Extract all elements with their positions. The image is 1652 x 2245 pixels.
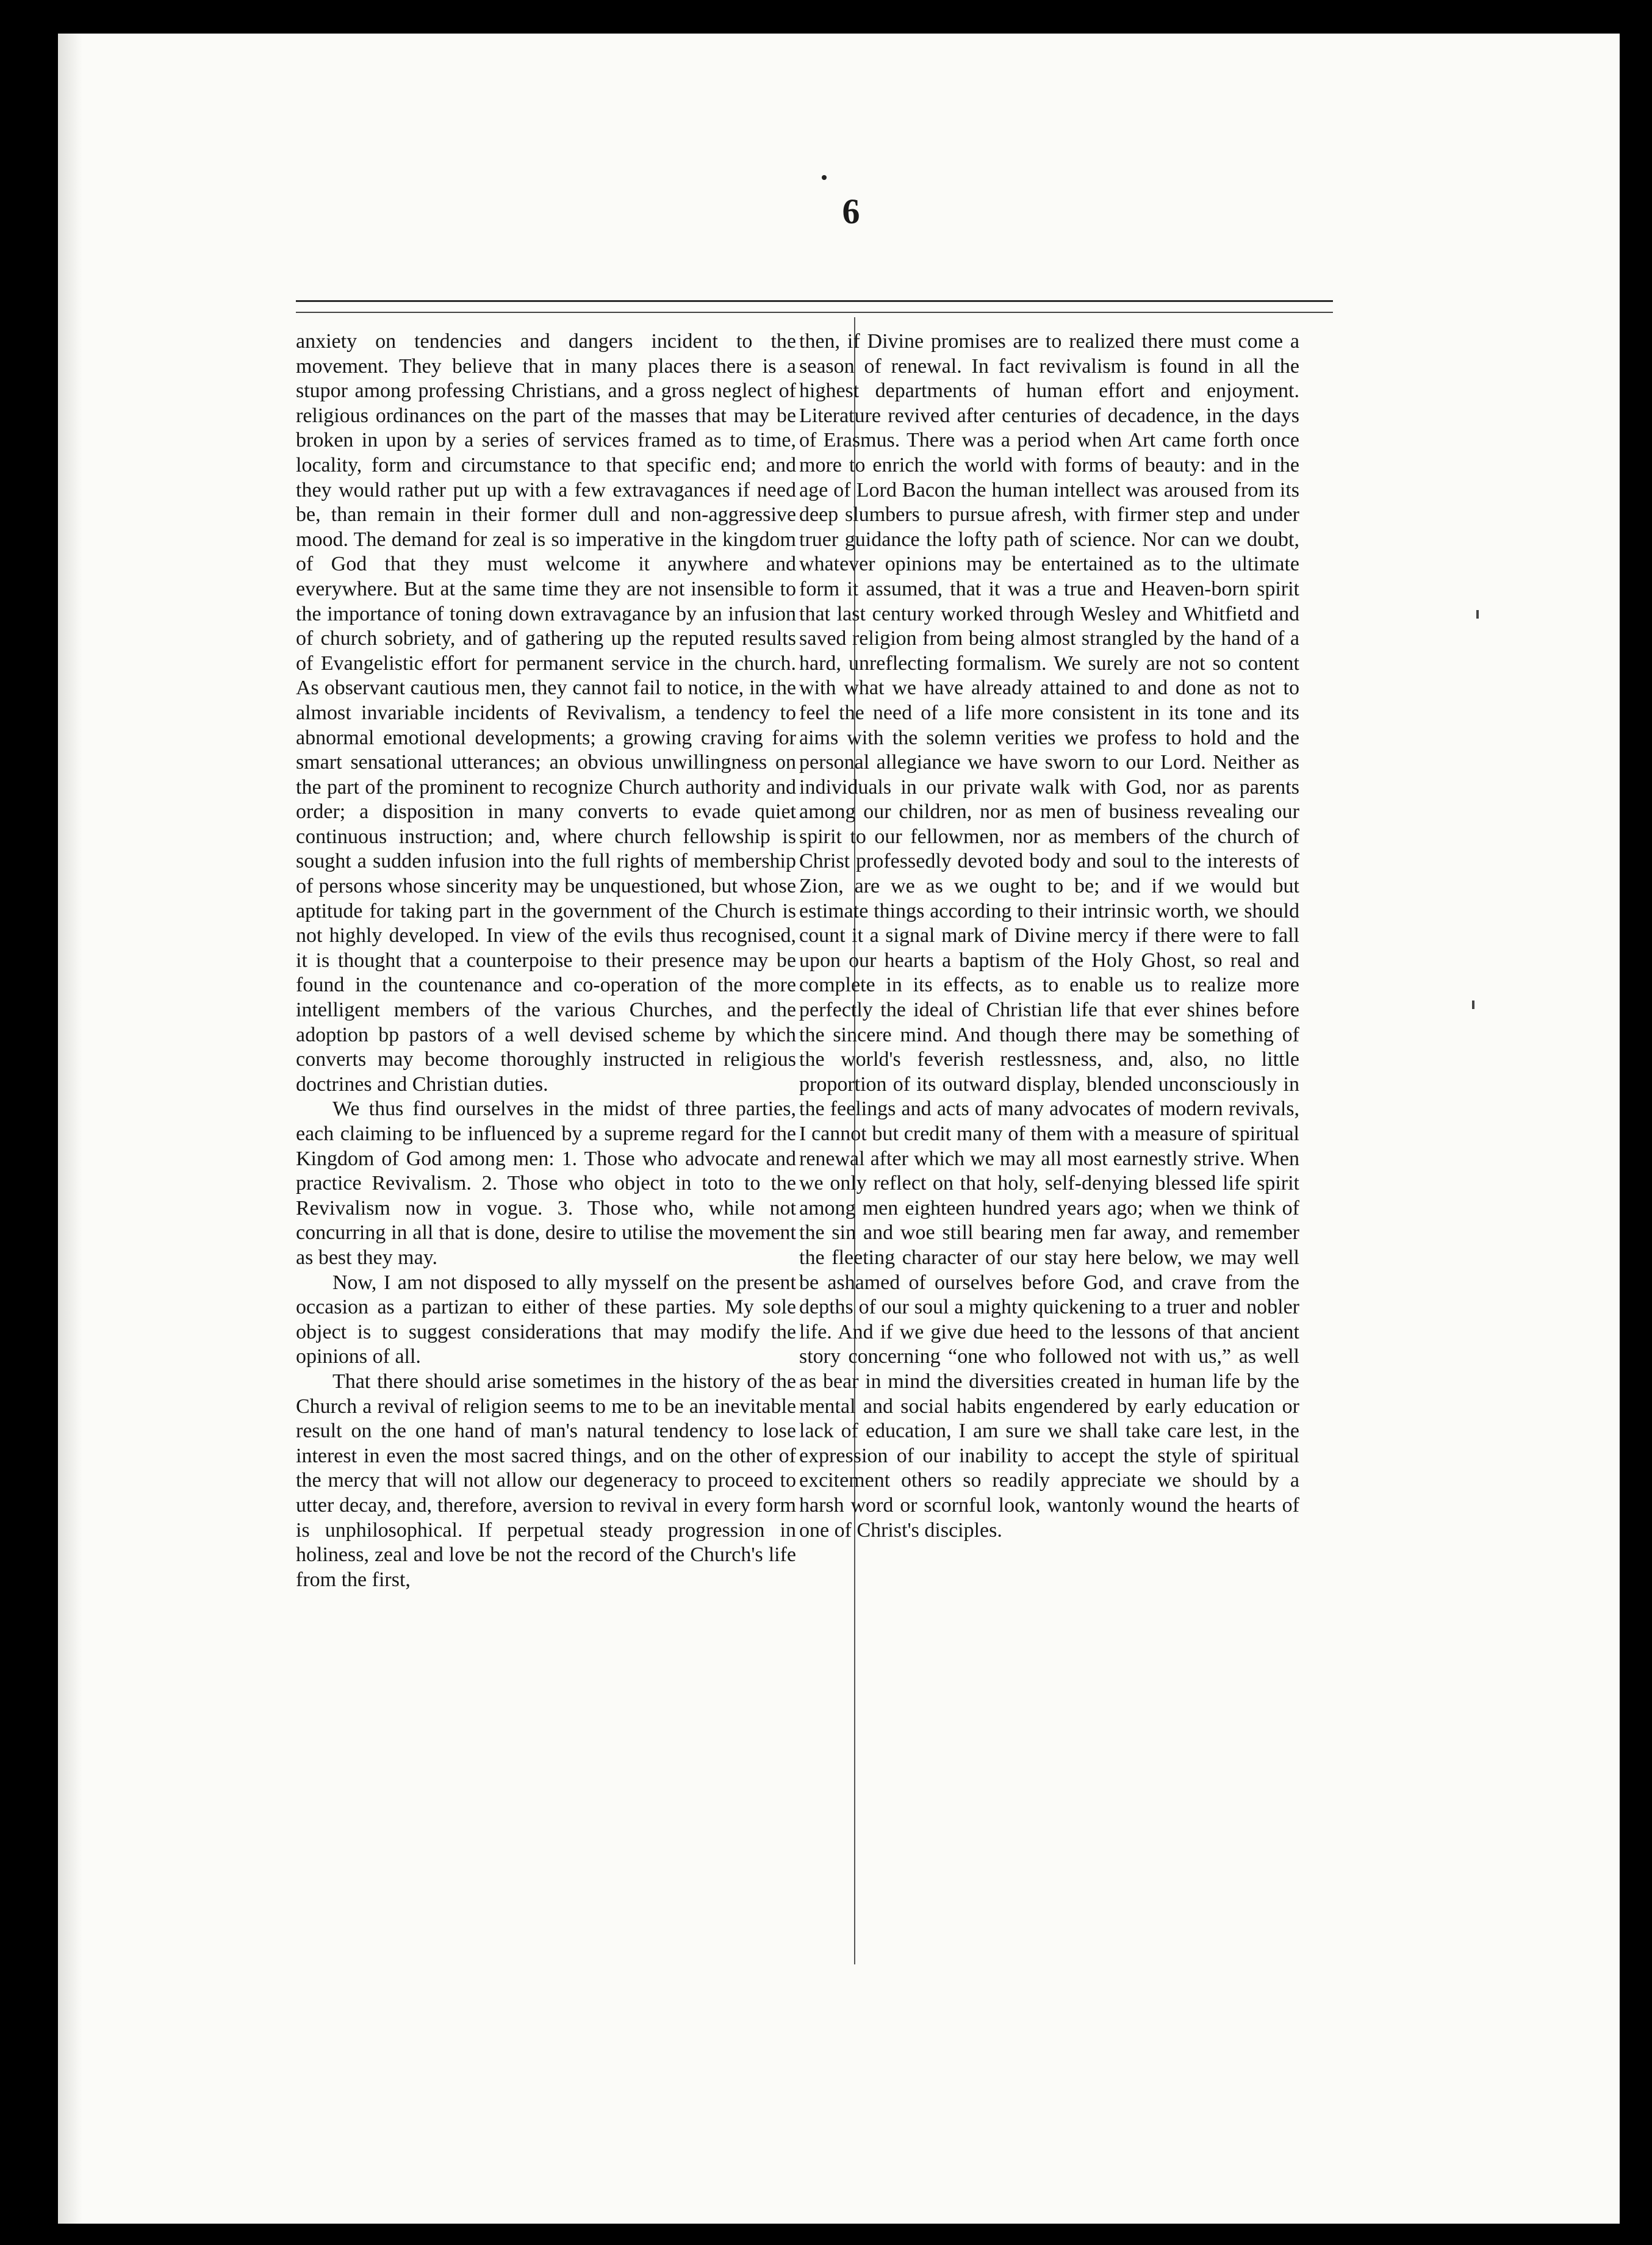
ink-dot bbox=[822, 175, 827, 180]
right-column bbox=[799, 329, 1299, 1543]
header-double-rule bbox=[296, 300, 1333, 313]
scanned-page bbox=[58, 34, 1620, 2224]
margin-mark bbox=[1472, 1000, 1474, 1009]
left-column bbox=[296, 329, 796, 1592]
page-number: 6 bbox=[842, 192, 860, 231]
paragraph: That there should arise sometimes in the history of the Church a revival of religion seems to me to be an inevitable result on the one hand of man's natural tendency to lose interest in even the most sacred things, and on the other of the mercy that will not allow our degeneracy to proceed to utter decay, and, therefore, aversion to revival in every form is unphilosophical. If perpetual steady progression in holiness, zeal and love be not the record of the Church's life from the first, bbox=[296, 1370, 796, 1591]
paragraph: then, if Divine promises are to realized there must come a season of renewal. In fact revivalism is found in all the highest departments of human effort and enjoyment. Literature revived after centuries of decadence, in the days of Erasmus. There was a period when Art came forth once more to enrich the world with forms of beauty: and in the age of Lord Bacon the human intellect was aroused from its deep slumbers to pursue afresh, with firmer step and under truer guidance the lofty path of science. Nor can we doubt, whatever opinions may be entertained as to the ultimate form it assumed, that it was a true and Heaven-born spirit that last century worked through Wesley and Whitfietd and saved religion from being almost strangled by the hand of a hard, unreflecting formalism. We surely are not so content with what we have already attained to and done as not to feel the need of a life more consistent in its tone and its aims with the solemn verities we profess to hold and the personal allegiance we have sworn to our Lord. Neither as individuals in our private walk with God, nor as parents among our children, nor as men of business revealing our spirit to our fellowmen, nor as members of the church of Christ professedly devoted body and soul to the interests of Zion, are we as we ought to be; and if we would but estimate things according to their intrinsic worth, we should count it a signal mark of Divine mercy if there were to fall upon our hearts a baptism of the Holy Ghost, so real and complete in its effects, as to enable us to realize more perfectly the ideal of Christian life that ever shines before the sincere mind. And though there may be something of the world's feverish restlessness, and, also, no little proportion of its outward display, blended unconsciously in the feelings and acts of many advocates of modern revivals, I cannot but credit many of them with a measure of spiritual renewal after which we may all most earnestly strive. When we only reflect on that holy, self-denying blessed life spirit among men eighteen hundred years ago; when we think of the sin and woe still bearing men far away, and remember the fleeting character of our stay here below, we may well be ashamed of ourselves before God, and crave from the depths of our soul a mighty quickening to a truer and nobler life. And if we give due heed to the lessons of that ancient story concerning “one who followed not with us,” as well as bear in mind the diversities created in human life by the mental and social habits engendered by early education or lack of education, I am sure we shall take care lest, in the expression of our inability to accept the style of spiritual excitement others so readily appreciate we should by a harsh word or scornful look, wantonly wound the hearts of one of Christ's disciples. bbox=[799, 330, 1299, 1542]
page-edge-shadow bbox=[58, 34, 82, 2224]
margin-mark bbox=[1476, 610, 1479, 619]
paragraph: anxiety on tendencies and dangers incident to the movement. They believe that in many places there is a stupor among professing Christians, and a gross neglect of religious ordinances on the part of the masses that may be broken in upon by a series of services framed as to time, locality, form and circumstance to that specific end; and they would rather put up with a few extravagances if need be, than remain in their former dull and non-aggressive mood. The demand for zeal is so imperative in the kingdom of God that they must welcome it anywhere and everywhere. But at the same time they are not insensible to the importance of toning down extravagance by an infusion of church sobriety, and of gathering up the reputed results of Evangelistic effort for permanent service in the church. As observant cautious men, they cannot fail to notice, in the almost invariable incidents of Revivalism, a tendency to abnormal emotional developments; a growing craving for smart sensational utterances; an obvious unwillingness on the part of the prominent to recognize Church authority and order; a disposition in many converts to evade quiet continuous instruction; and, where church fellowship is sought a sudden infusion into the full rights of membership of persons whose sincerity may be unquestioned, but whose aptitude for taking part in the government of the Church is not highly developed. In view of the evils thus recognised, it is thought that a counterpoise to their presence may be found in the countenance and co-operation of the more intelligent members of the various Churches, and the adoption bp pastors of a well devised scheme by which converts may become thoroughly instructed in religious doctrines and Christian duties. bbox=[296, 330, 796, 1096]
paragraph: We thus find ourselves in the midst of three parties, each claiming to be influenced by a supreme regard for the Kingdom of God among men: 1. Those who advocate and practice Revivalism. 2. Those who object in toto to the Revivalism now in vogue. 3. Those who, while not concurring in all that is done, desire to utilise the movement as best they may. bbox=[296, 1097, 796, 1269]
paragraph: Now, I am not disposed to ally mysself on the present occasion as a partizan to either of these parties. My sole object is to suggest considerations that may modify the opinions of all. bbox=[296, 1271, 796, 1368]
